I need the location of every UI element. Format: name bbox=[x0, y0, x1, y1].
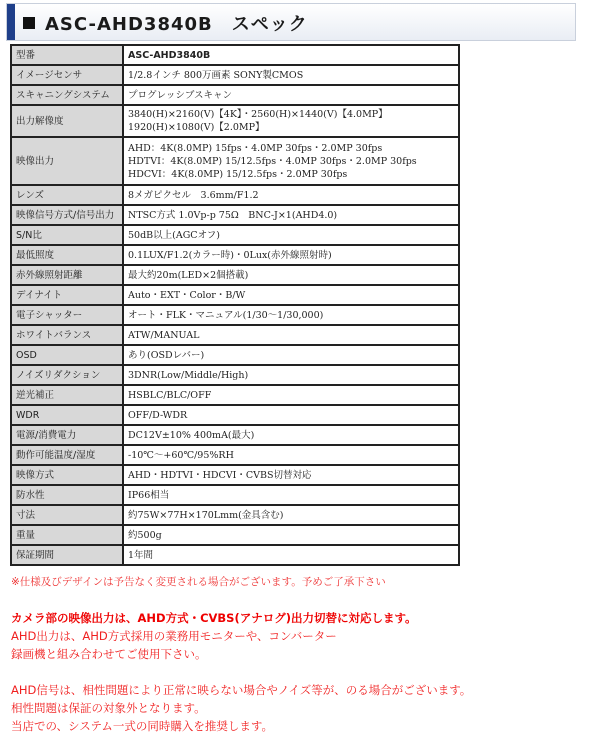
spec-value: OFF/D-WDR bbox=[123, 405, 459, 425]
spec-value: 3DNR(Low/Middle/High) bbox=[123, 365, 459, 385]
note-line: 相性問題は保証の対象外となります。 bbox=[11, 701, 206, 715]
spec-label: 最低照度 bbox=[11, 245, 123, 265]
spec-label: ノイズリダクション bbox=[11, 365, 123, 385]
page-title bbox=[23, 10, 308, 36]
spec-value-line: HDTVI：4K(8.0MP) 15/12.5fps・4.0MP 30fps・2.0MP 30fps bbox=[128, 155, 417, 167]
note-line: AHD出力は、AHD方式採用の業務用モニターや、コンバーター bbox=[11, 629, 337, 643]
spec-row bbox=[11, 225, 459, 245]
spec-label: S/N比 bbox=[11, 225, 123, 245]
spec-value: 8メガピクセル 3.6mm/F1.2 bbox=[123, 185, 459, 205]
spec-label: 映像出力 bbox=[11, 137, 123, 185]
spec-value: DC12V±10% 400mA(最大) bbox=[123, 425, 459, 445]
square-bullet-icon bbox=[23, 17, 35, 29]
note-line: 当店での、システム一式の同時購入を推奨します。 bbox=[11, 719, 273, 733]
spec-value bbox=[123, 105, 459, 137]
spec-value-line: 3840(H)×2160(V)【4K】・2560(H)×1440(V)【4.0MP】 bbox=[128, 109, 388, 120]
spec-row bbox=[11, 485, 459, 505]
spec-label: 重量 bbox=[11, 525, 123, 545]
spec-label: イメージセンサ bbox=[11, 65, 123, 85]
spec-label: 映像方式 bbox=[11, 465, 123, 485]
spec-value: あり(OSDレバー) bbox=[123, 345, 459, 365]
spec-row bbox=[11, 505, 459, 525]
spec-label: 保証期間 bbox=[11, 545, 123, 565]
title-accent-bar bbox=[7, 4, 15, 40]
spec-value: -10℃～+60℃/95%RH bbox=[123, 445, 459, 465]
spec-value: 約75W×77H×170Lmm(金具含む) bbox=[123, 505, 459, 525]
spec-value-line: AHD：4K(8.0MP) 15fps・4.0MP 30fps・2.0MP 30fps bbox=[128, 142, 383, 154]
spec-row bbox=[11, 265, 459, 285]
spec-value: 約500g bbox=[123, 525, 459, 545]
spec-value bbox=[123, 137, 459, 185]
spec-label: 寸法 bbox=[11, 505, 123, 525]
spec-label: 赤外線照射距離 bbox=[11, 265, 123, 285]
spec-table bbox=[10, 44, 460, 566]
spec-row bbox=[11, 445, 459, 465]
spec-value: 50dB以上(AGCオフ) bbox=[123, 225, 459, 245]
spec-label: スキャニングシステム bbox=[11, 85, 123, 105]
spec-row bbox=[11, 65, 459, 85]
spec-value-line: 1920(H)×1080(V)【2.0MP】 bbox=[128, 122, 265, 133]
spec-row bbox=[11, 137, 459, 185]
spec-value: プログレッシブスキャン bbox=[123, 85, 459, 105]
spec-label: ホワイトバランス bbox=[11, 325, 123, 345]
spec-label: レンズ bbox=[11, 185, 123, 205]
spec-row bbox=[11, 425, 459, 445]
spec-value-line: HDCVI：4K(8.0MP) 15/12.5fps・2.0MP 30fps bbox=[128, 168, 348, 180]
spec-label: 型番 bbox=[11, 45, 123, 65]
spec-label: 出力解像度 bbox=[11, 105, 123, 137]
spec-row bbox=[11, 105, 459, 137]
spec-row bbox=[11, 365, 459, 385]
spec-label: OSD bbox=[11, 345, 123, 365]
spec-value: ATW/MANUAL bbox=[123, 325, 459, 345]
spec-value: Auto・EXT・Color・B/W bbox=[123, 285, 459, 305]
spec-value: HSBLC/BLC/OFF bbox=[123, 385, 459, 405]
spec-label: デイナイト bbox=[11, 285, 123, 305]
spec-label: 防水性 bbox=[11, 485, 123, 505]
spec-label: 電子シャッター bbox=[11, 305, 123, 325]
spec-value: 0.1LUX/F1.2(カラー時)・0Lux(赤外線照射時) bbox=[123, 245, 459, 265]
spec-row bbox=[11, 545, 459, 565]
spec-value: AHD・HDTVI・HDCVI・CVBS切替対応 bbox=[123, 465, 459, 485]
spec-value: NTSC方式 1.0Vp-p 75Ω BNC-J×1(AHD4.0) bbox=[123, 205, 459, 225]
spec-value: 最大約20m(LED×2個搭載) bbox=[123, 265, 459, 285]
spec-label: 逆光補正 bbox=[11, 385, 123, 405]
spec-row bbox=[11, 405, 459, 425]
spec-value: ASC-AHD3840B bbox=[123, 45, 459, 65]
spec-row bbox=[11, 205, 459, 225]
disclaimer-note: ※仕様及びデザインは予告なく変更される場合がございます。予めご了承下さい bbox=[11, 576, 386, 588]
title-bar bbox=[6, 3, 576, 41]
spec-row bbox=[11, 85, 459, 105]
spec-row bbox=[11, 325, 459, 345]
spec-row bbox=[11, 385, 459, 405]
spec-value: IP66相当 bbox=[123, 485, 459, 505]
spec-label: 映像信号方式/信号出力 bbox=[11, 205, 123, 225]
spec-label: 動作可能温度/湿度 bbox=[11, 445, 123, 465]
output-heading: カメラ部の映像出力は、AHD方式・CVBS(アナログ)出力切替に対応します。 bbox=[11, 611, 417, 625]
page-title-text: ASC-AHD3840B スペック bbox=[45, 14, 308, 35]
spec-row bbox=[11, 245, 459, 265]
spec-row bbox=[11, 345, 459, 365]
spec-row bbox=[11, 305, 459, 325]
spec-label: WDR bbox=[11, 405, 123, 425]
note-line: AHD信号は、相性問題により正常に映らない場合やノイズ等が、のる場合がございます。 bbox=[11, 683, 472, 697]
note-line: 録画機と組み合わせてご使用下さい。 bbox=[11, 647, 207, 661]
spec-value: 1年間 bbox=[123, 545, 459, 565]
spec-row bbox=[11, 285, 459, 305]
spec-value: 1/2.8インチ 800万画素 SONY製CMOS bbox=[123, 65, 459, 85]
spec-row bbox=[11, 185, 459, 205]
spec-row bbox=[11, 45, 459, 65]
spec-label: 電源/消費電力 bbox=[11, 425, 123, 445]
spec-row bbox=[11, 525, 459, 545]
spec-value: オート・FLK・マニュアル(1/30～1/30,000) bbox=[123, 305, 459, 325]
spec-row bbox=[11, 465, 459, 485]
